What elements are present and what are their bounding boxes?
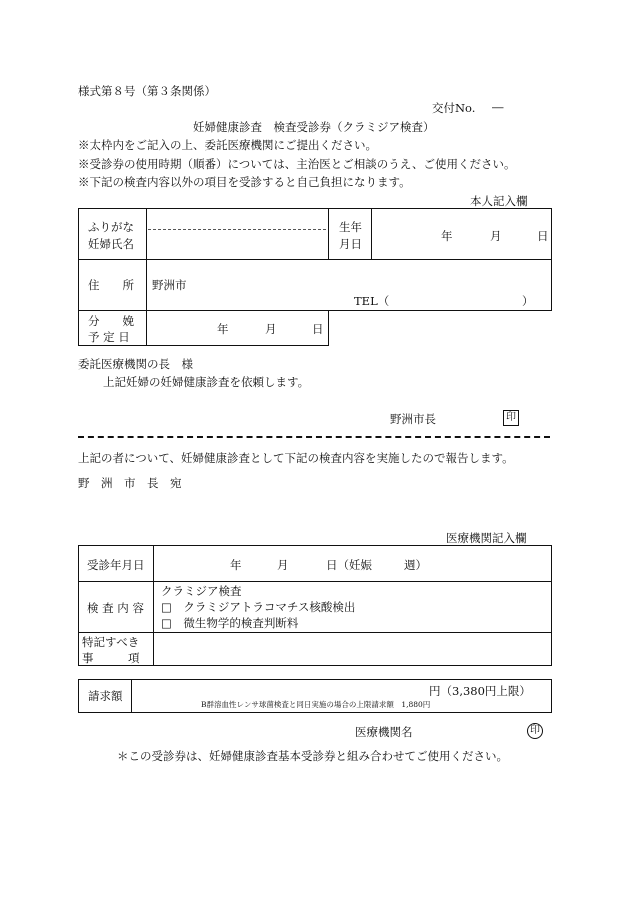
visit-weeks: 週） [404,558,427,572]
exam-label: 検 査 内 容 [87,601,144,615]
note-2: ※受診券の使用時期（順番）については、主治医とご相談のうえ、ご使用ください。 [78,157,516,171]
report-to: 野 洲 市 長 宛 [78,476,182,490]
mayor-label: 野洲市長 [390,412,436,426]
due-day: 日 [312,322,324,336]
visit-date-label: 受診年月日 [87,558,145,572]
name-field[interactable] [148,231,326,255]
note-1: ※太枠内をご記入の上、委託医療機関にご提出ください。 [78,138,377,152]
seal-icon: 印 [527,723,543,739]
note-3: ※下記の検査内容以外の項目を受診すると自己負担になります。 [78,175,411,189]
medical-section-label: 医療機関記入欄 [446,531,527,545]
exam-name: クラミジア検査 [161,584,242,598]
footer-note: ＊この受診券は、妊婦健康診査基本受診券と組み合わせてご使用ください。 [117,749,508,763]
request-to: 委託医療機関の長 様 [78,357,193,371]
visit-year: 年 [230,558,242,572]
page-title: 妊婦健康診査 検査受診券（クラミジア検査） [193,120,435,134]
birth-day: 日 [537,229,549,243]
birth-label-2: 月日 [339,237,362,251]
issue-no-dash: ― [492,100,504,114]
issue-no-label: 交付No. [432,101,476,115]
request-body: 上記妊婦の妊婦健康診査を依頼します。 [103,375,310,389]
form-number: 様式第８号（第３条関係） [78,84,216,98]
institution-label: 医療機関名 [355,725,413,739]
exam-item-2[interactable]: □ 微生物学的検査判断料 [161,616,299,630]
report-body: 上記の者について、妊婦健康診査として下記の検査内容を実施したので報告します。 [78,451,514,465]
due-label-1: 分 娩 [88,314,134,328]
billing-label: 請求額 [88,689,123,703]
birth-month: 月 [490,229,502,243]
birth-year: 年 [441,229,453,243]
tel-label: TEL（ [354,294,390,308]
birth-label-1: 生年 [339,220,362,234]
visit-month: 月 [277,558,289,572]
billing-note: B群溶血性レンサ球菌検査と同日実施の場合の上限請求額 1,880円 [201,700,431,709]
visit-day-pregnancy: 日（妊娠 [326,558,372,572]
notes-label-1: 特記すべき [82,635,140,649]
cut-line [78,436,550,438]
person-section-label: 本人記入欄 [470,194,528,208]
notes-label-2: 事 項 [82,651,140,665]
billing-amount: 円（3,380円上限） [429,684,531,698]
address-city: 野洲市 [152,278,187,292]
due-year: 年 [217,322,229,336]
exam-item-1[interactable]: □ クラミジアトラコマチス核酸検出 [161,600,356,614]
address-label: 住 所 [88,278,134,292]
tel-close: ） [522,294,534,308]
due-label-2: 予 定 日 [88,330,130,344]
due-month: 月 [265,322,277,336]
seal-icon: 印 [503,410,519,426]
furigana-label: ふりがな [88,220,134,234]
name-label: 妊婦氏名 [88,237,134,251]
